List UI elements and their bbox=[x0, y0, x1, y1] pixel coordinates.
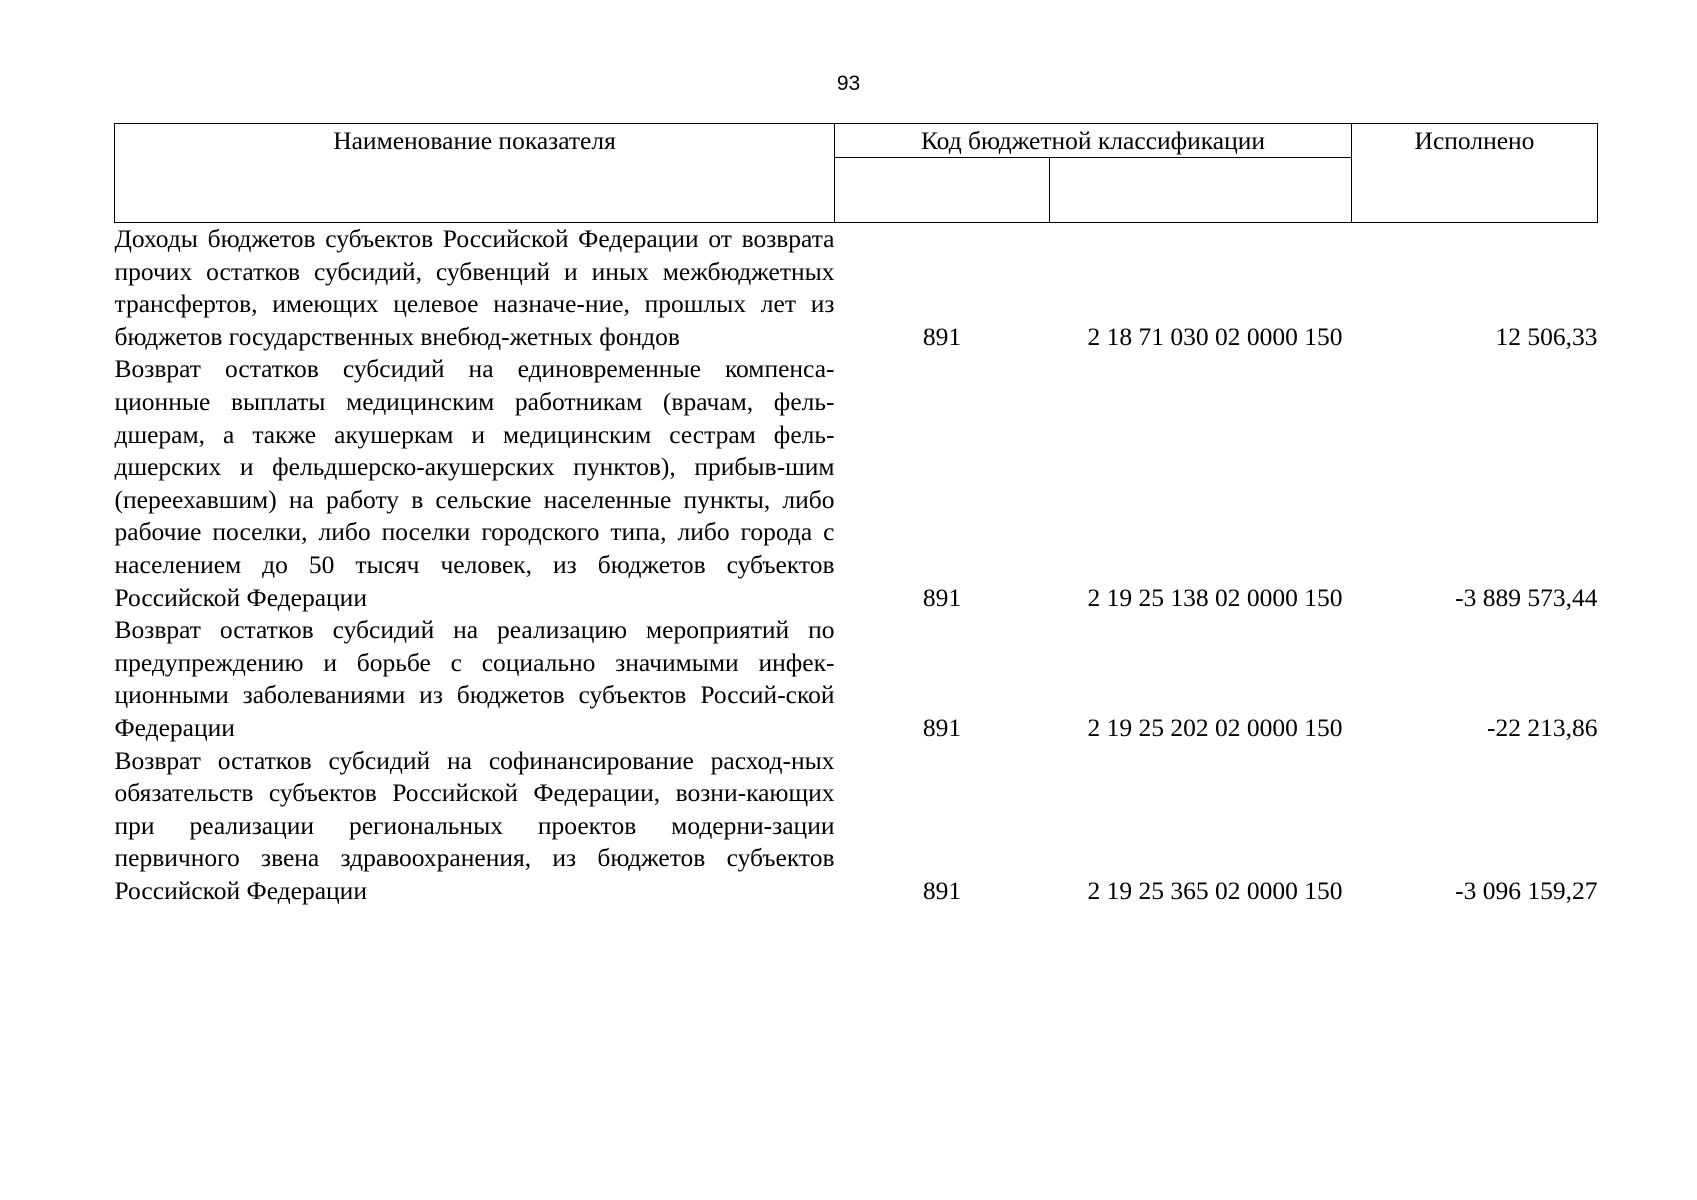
row-budget-code: 2 18 71 030 02 0000 150 bbox=[1087, 321, 1343, 351]
table-body bbox=[115, 223, 1598, 908]
row-name-text: Доходы бюджетов субъектов Российской Федерации от возврата прочих остатков субсидий, субвенций и иных межбюджетных трансфертов, имеющих целевое назначе-ние, прошлых лет из бюджетов государственных внебюд-жетных фондов bbox=[114, 224, 835, 351]
header-code-admin bbox=[835, 158, 1050, 223]
row-name bbox=[115, 223, 835, 354]
header-code-revenue bbox=[1050, 158, 1352, 223]
row-budget-code: 2 19 25 202 02 0000 150 bbox=[1087, 712, 1343, 742]
table-row bbox=[115, 745, 1598, 908]
header-executed: Исполнено bbox=[1352, 124, 1598, 223]
row-name-text: Возврат остатков субсидий на реализацию мероприятий по предупреждению и борьбе с социально значимыми инфек-ционными заболеваниями из бюджетов субъектов Россий-ской Федерации bbox=[114, 615, 835, 742]
row-name bbox=[115, 353, 835, 614]
table-header bbox=[115, 124, 1598, 223]
table-row bbox=[115, 223, 1598, 354]
row-admin-code: 891 bbox=[922, 875, 962, 905]
row-budget-code: 2 19 25 365 02 0000 150 bbox=[1087, 875, 1343, 905]
table-row bbox=[115, 353, 1598, 614]
budget-table bbox=[114, 123, 1598, 907]
row-name-text: Возврат остатков субсидий на единовременные компенса-ционные выплаты медицинским работникам (врачам, фель-дшерам, а также акушеркам и медицинским сестрам фель-дшерских и фельдшерско-акушерских пунктов), прибыв-шим (переехавшим) на работу в сельские населенные пункты, либо рабочие поселки, либо поселки городского типа, либо города с населением до 50 тысяч человек, из бюджетов субъектов Российской Федерации bbox=[114, 354, 835, 612]
row-executed: -22 213,86 bbox=[1487, 712, 1598, 742]
row-admin-code: 891 bbox=[922, 582, 962, 612]
row-executed: -3 096 159,27 bbox=[1455, 875, 1598, 905]
row-executed: 12 506,33 bbox=[1495, 321, 1598, 351]
page-number: 93 bbox=[836, 72, 861, 95]
header-name: Наименование показателя bbox=[115, 124, 835, 223]
row-admin-code: 891 bbox=[922, 321, 962, 351]
row-executed: -3 889 573,44 bbox=[1455, 582, 1598, 612]
row-name bbox=[115, 614, 835, 744]
row-budget-code: 2 19 25 138 02 0000 150 bbox=[1087, 582, 1343, 612]
table-row bbox=[115, 614, 1598, 744]
row-admin-code: 891 bbox=[922, 712, 962, 742]
row-name-text: Возврат остатков субсидий на софинансирование расход-ных обязательств субъектов Российской Федерации, возни-кающих при реализации региональных проектов модерни-зации первичного звена здравоохранения, из бюджетов субъектов Российской Федерации bbox=[114, 745, 835, 905]
header-code-group: Код бюджетной классификации bbox=[835, 124, 1352, 158]
row-name bbox=[115, 745, 835, 908]
